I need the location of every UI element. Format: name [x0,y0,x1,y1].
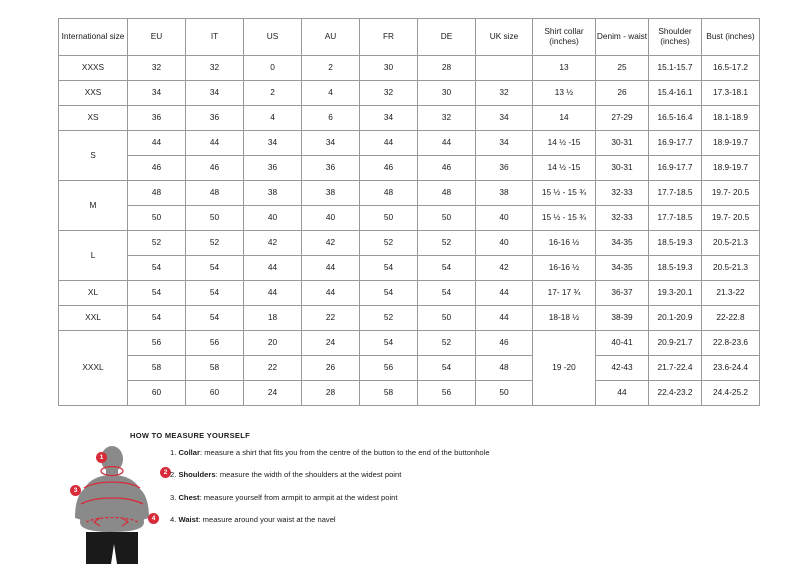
cell-us: 38 [244,181,302,206]
cell-uk: 44 [476,281,533,306]
cell-it: 48 [186,181,244,206]
cell-international-size: XXL [59,306,128,331]
cell-bust: 22-22.8 [702,306,760,331]
table-row [59,231,760,256]
cell-au: 40 [302,206,360,231]
cell-us: 44 [244,281,302,306]
step-text: : measure around your waist at the navel [198,514,336,524]
table-row [59,81,760,106]
cell-de: 44 [418,131,476,156]
cell-shoulder: 15.4-16.1 [649,81,702,106]
cell-au: 24 [302,331,360,356]
marker-1-collar: 1 [96,452,107,463]
cell-us: 4 [244,106,302,131]
cell-denim-waist: 30-31 [596,156,649,181]
step-text: : measure the width of the shoulders at the widest point [215,470,402,480]
cell-shoulder: 18.5-19.3 [649,231,702,256]
cell-us: 34 [244,131,302,156]
step-number: 1. [170,448,179,457]
cell-eu: 50 [128,206,186,231]
table-row [59,256,760,281]
cell-shoulder: 17.7-18.5 [649,206,702,231]
cell-fr: 48 [360,181,418,206]
cell-us: 18 [244,306,302,331]
cell-shoulder: 20.9-21.7 [649,331,702,356]
cell-au: 38 [302,181,360,206]
cell-shoulder: 19.3-20.1 [649,281,702,306]
cell-eu: 56 [128,331,186,356]
cell-eu: 34 [128,81,186,106]
column-header-uk-size: UK size [476,19,533,56]
step-text: : measure yourself from armpit to armpit at the widest point [199,492,398,502]
cell-denim-waist: 32-33 [596,181,649,206]
cell-it: 54 [186,281,244,306]
cell-it: 50 [186,206,244,231]
cell-denim-waist: 36-37 [596,281,649,306]
cell-it: 34 [186,81,244,106]
cell-au: 4 [302,81,360,106]
cell-fr: 54 [360,281,418,306]
cell-it: 54 [186,306,244,331]
cell-denim-waist: 34-35 [596,256,649,281]
cell-eu: 54 [128,306,186,331]
cell-shirt-collar: 17- 17 ¾ [533,281,596,306]
cell-de: 28 [418,56,476,81]
cell-shirt-collar: 15 ½ - 15 ¾ [533,206,596,231]
cell-us: 36 [244,156,302,181]
cell-denim-waist: 27-29 [596,106,649,131]
cell-au: 26 [302,356,360,381]
column-header-eu: EU [128,19,186,56]
cell-de: 32 [418,106,476,131]
cell-bust: 21.3-22 [702,281,760,306]
cell-uk: 42 [476,256,533,281]
cell-shoulder: 20.1-20.9 [649,306,702,331]
marker-2-shoulders: 2 [160,467,171,478]
cell-shirt-collar: 14 [533,106,596,131]
cell-au: 36 [302,156,360,181]
how-to-measure-title: HOW TO MEASURE YOURSELF [130,431,250,440]
column-header-bust: Bust (inches) [702,19,760,56]
cell-us: 42 [244,231,302,256]
cell-bust: 22.8-23.6 [702,331,760,356]
cell-us: 22 [244,356,302,381]
cell-eu: 36 [128,106,186,131]
cell-bust: 19.7- 20.5 [702,181,760,206]
table-body [59,56,760,406]
cell-bust: 24.4-25.2 [702,381,760,406]
cell-it: 52 [186,231,244,256]
cell-it: 54 [186,256,244,281]
cell-au: 34 [302,131,360,156]
column-header-fr: FR [360,19,418,56]
column-header-denim-waist: Denim - waist [596,19,649,56]
cell-uk: 40 [476,206,533,231]
cell-shirt-collar: 19 -20 [533,331,596,406]
cell-bust: 17.3-18.1 [702,81,760,106]
cell-shirt-collar: 15 ½ - 15 ¾ [533,181,596,206]
cell-uk: 50 [476,381,533,406]
cell-fr: 52 [360,306,418,331]
measurement-step [170,470,690,480]
cell-us: 0 [244,56,302,81]
measurement-step [170,493,690,503]
cell-shirt-collar: 14 ½ -15 [533,131,596,156]
cell-uk: 34 [476,131,533,156]
cell-shirt-collar: 16-16 ½ [533,256,596,281]
cell-bust: 20.5-21.3 [702,256,760,281]
column-header-international-size: International size [59,19,128,56]
cell-au: 6 [302,106,360,131]
cell-eu: 54 [128,281,186,306]
cell-fr: 44 [360,131,418,156]
cell-shoulder: 21.7-22.4 [649,356,702,381]
cell-shoulder: 15.1-15.7 [649,56,702,81]
cell-fr: 54 [360,256,418,281]
cell-shoulder: 16.9-17.7 [649,156,702,181]
cell-it: 46 [186,156,244,181]
cell-uk: 38 [476,181,533,206]
cell-eu: 44 [128,131,186,156]
cell-au: 44 [302,256,360,281]
measurement-step [170,515,690,525]
cell-shirt-collar: 13 [533,56,596,81]
table-row [59,356,760,381]
table-row [59,306,760,331]
cell-international-size: M [59,181,128,231]
cell-shoulder: 16.5-16.4 [649,106,702,131]
cell-de: 30 [418,81,476,106]
cell-denim-waist: 38-39 [596,306,649,331]
cell-international-size: L [59,231,128,281]
cell-bust: 16.5-17.2 [702,56,760,81]
column-header-it: IT [186,19,244,56]
cell-au: 2 [302,56,360,81]
cell-shirt-collar: 18-18 ½ [533,306,596,331]
column-header-au: AU [302,19,360,56]
cell-de: 50 [418,206,476,231]
cell-shirt-collar: 14 ½ -15 [533,156,596,181]
table-row [59,131,760,156]
cell-shoulder: 22.4-23.2 [649,381,702,406]
cell-au: 44 [302,281,360,306]
cell-bust: 18.1-18.9 [702,106,760,131]
table-row [59,156,760,181]
cell-uk: 36 [476,156,533,181]
step-number: 2. [170,470,179,480]
cell-denim-waist: 30-31 [596,131,649,156]
cell-us: 44 [244,256,302,281]
table-row [59,56,760,81]
cell-fr: 50 [360,206,418,231]
cell-it: 56 [186,331,244,356]
step-number: 3. [170,492,179,502]
cell-denim-waist: 40-41 [596,331,649,356]
cell-bust: 20.5-21.3 [702,231,760,256]
cell-it: 58 [186,356,244,381]
column-header-us: US [244,19,302,56]
cell-de: 54 [418,356,476,381]
cell-fr: 58 [360,381,418,406]
cell-au: 28 [302,381,360,406]
cell-uk: 46 [476,331,533,356]
cell-shirt-collar: 16-16 ½ [533,231,596,256]
table-header-row [59,19,760,56]
cell-shoulder: 18.5-19.3 [649,256,702,281]
cell-fr: 32 [360,81,418,106]
step-term: Waist [178,514,199,524]
cell-de: 48 [418,181,476,206]
cell-denim-waist: 32-33 [596,206,649,231]
cell-eu: 54 [128,256,186,281]
cell-fr: 54 [360,331,418,356]
measurement-steps-list [170,448,690,537]
cell-it: 32 [186,56,244,81]
cell-us: 40 [244,206,302,231]
table-header [59,19,760,56]
cell-uk: 48 [476,356,533,381]
cell-au: 42 [302,231,360,256]
cell-bust: 18.9-19.7 [702,131,760,156]
cell-international-size: XS [59,106,128,131]
cell-eu: 46 [128,156,186,181]
cell-international-size: XL [59,281,128,306]
step-number: 4. [170,514,179,524]
cell-de: 54 [418,256,476,281]
marker-3-chest: 3 [70,485,81,496]
cell-bust: 23.6-24.4 [702,356,760,381]
table-row [59,206,760,231]
cell-uk [476,56,533,81]
cell-us: 24 [244,381,302,406]
measurement-step [170,448,690,458]
column-header-shirt-collar: Shirt collar (inches) [533,19,596,56]
cell-bust: 18.9-19.7 [702,156,760,181]
cell-de: 46 [418,156,476,181]
step-term: Shoulders [178,470,216,480]
cell-de: 52 [418,231,476,256]
cell-international-size: XXXS [59,56,128,81]
cell-bust: 19.7- 20.5 [702,206,760,231]
size-chart-table [58,18,760,406]
cell-shoulder: 17.7-18.5 [649,181,702,206]
cell-uk: 44 [476,306,533,331]
table-row [59,381,760,406]
cell-eu: 58 [128,356,186,381]
table-row [59,281,760,306]
table-row [59,181,760,206]
cell-eu: 48 [128,181,186,206]
column-header-shoulder: Shoulder (inches) [649,19,702,56]
cell-au: 22 [302,306,360,331]
cell-denim-waist: 26 [596,81,649,106]
cell-fr: 52 [360,231,418,256]
cell-eu: 60 [128,381,186,406]
cell-international-size: XXS [59,81,128,106]
cell-de: 50 [418,306,476,331]
cell-us: 20 [244,331,302,356]
cell-eu: 32 [128,56,186,81]
cell-uk: 40 [476,231,533,256]
torso-figure-svg [60,444,170,566]
step-term: Chest [178,492,200,502]
cell-shirt-collar: 13 ½ [533,81,596,106]
cell-fr: 46 [360,156,418,181]
cell-it: 44 [186,131,244,156]
marker-4-waist: 4 [148,513,159,524]
cell-it: 60 [186,381,244,406]
cell-international-size: XXXL [59,331,128,406]
step-term: Collar [178,448,200,457]
cell-de: 56 [418,381,476,406]
step-text: : measure a shirt that fits you from the centre of the button to the end of the buttonhole [199,448,490,457]
cell-us: 2 [244,81,302,106]
torso-illustration [60,444,170,566]
column-header-de: DE [418,19,476,56]
cell-uk: 34 [476,106,533,131]
cell-denim-waist: 42-43 [596,356,649,381]
cell-uk: 32 [476,81,533,106]
cell-de: 54 [418,281,476,306]
cell-eu: 52 [128,231,186,256]
table-row [59,106,760,131]
cell-fr: 56 [360,356,418,381]
table-row [59,331,760,356]
cell-denim-waist: 25 [596,56,649,81]
cell-fr: 30 [360,56,418,81]
cell-de: 52 [418,331,476,356]
cell-international-size: S [59,131,128,181]
cell-denim-waist: 34-35 [596,231,649,256]
cell-denim-waist: 44 [596,381,649,406]
cell-fr: 34 [360,106,418,131]
cell-it: 36 [186,106,244,131]
cell-shoulder: 16.9-17.7 [649,131,702,156]
